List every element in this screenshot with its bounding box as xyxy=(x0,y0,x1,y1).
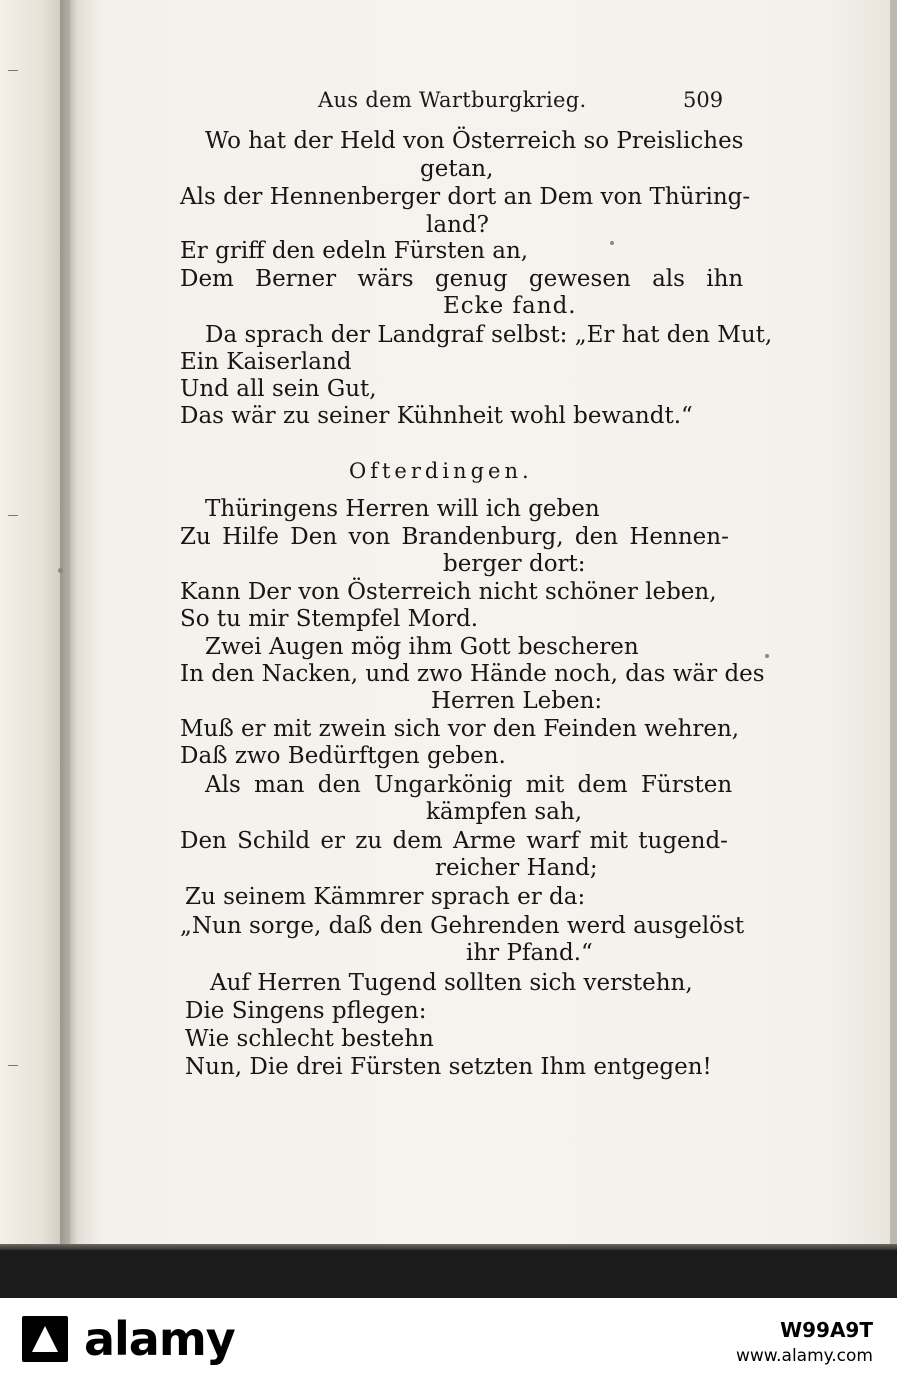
verse-line: Die Singens pflegen: xyxy=(185,998,427,1024)
verse-line: In den Nacken, und zwo Hände noch, das wär des xyxy=(180,661,765,687)
paper-speck xyxy=(610,241,614,245)
paper-speck xyxy=(58,568,63,573)
verse-line: Ein Kaiserland xyxy=(180,349,352,375)
verse-line: land? xyxy=(426,212,489,238)
verse-line: Zwei Augen mög ihm Gott bescheren xyxy=(205,634,639,660)
verse-line: reicher Hand; xyxy=(435,855,598,881)
verse-line: Ecke fand. xyxy=(443,293,577,319)
margin-mark xyxy=(8,515,18,516)
running-head: Aus dem Wartburgkrieg. xyxy=(318,88,587,112)
watermark-brand: alamy xyxy=(84,1312,235,1366)
verse-line: „Nun sorge, daß den Gehrenden werd ausgelöst xyxy=(180,913,745,939)
verse-line: Wo hat der Held von Österreich so Preisliches xyxy=(205,128,744,154)
section-heading: Ofterdingen. xyxy=(349,459,533,483)
verse-line: Das wär zu seiner Kühnheit wohl bewandt.“ xyxy=(180,403,693,429)
verse-line: Als man den Ungarkönig mit dem Fürsten xyxy=(205,772,733,798)
margin-mark xyxy=(8,70,18,71)
verse-line: Thüringens Herren will ich geben xyxy=(205,496,600,522)
verse-line: Herren Leben: xyxy=(431,688,603,714)
verse-line: So tu mir Stempfel Mord. xyxy=(180,606,479,632)
margin-mark xyxy=(8,1065,18,1066)
verse-line: ihr Pfand.“ xyxy=(466,940,593,966)
verse-line: berger dort: xyxy=(443,551,586,577)
verse-line: Als der Hennenberger dort an Dem von Thüring- xyxy=(180,184,751,210)
verse-line: Daß zwo Bedürftgen geben. xyxy=(180,743,506,769)
watermark-image-id: W99A9T xyxy=(780,1318,873,1342)
watermark-url: www.alamy.com xyxy=(735,1346,873,1366)
verse-line: Muß er mit zwein sich vor den Feinden wehren, xyxy=(180,716,740,742)
verse-line: Auf Herren Tugend sollten sich verstehn, xyxy=(210,970,693,996)
verse-line: Wie schlecht bestehn xyxy=(185,1026,434,1052)
gutter-shadow xyxy=(60,0,78,1250)
verse-line: kämpfen sah, xyxy=(426,799,583,825)
page-number: 509 xyxy=(683,88,724,112)
scan-bottom-band xyxy=(0,1250,897,1298)
verse-line: Er griff den edeln Fürsten an, xyxy=(180,238,529,264)
verse-line: Dem Berner wärs genug gewesen als ihn xyxy=(180,266,744,292)
verse-line: getan, xyxy=(420,156,494,182)
verse-line: Nun, Die drei Fürsten setzten Ihm entgegen! xyxy=(185,1054,712,1080)
verse-line: Zu seinem Kämmrer sprach er da: xyxy=(185,884,586,910)
verse-line: Da sprach der Landgraf selbst: „Er hat den Mut, xyxy=(205,322,773,348)
verse-line: Zu Hilfe Den von Brandenburg, den Hennen- xyxy=(180,524,729,550)
verse-line: Und all sein Gut, xyxy=(180,376,377,402)
verse-line: Den Schild er zu dem Arme warf mit tugend- xyxy=(180,828,728,854)
paper-speck xyxy=(765,654,769,658)
verse-line: Kann Der von Österreich nicht schöner leben, xyxy=(180,579,717,605)
